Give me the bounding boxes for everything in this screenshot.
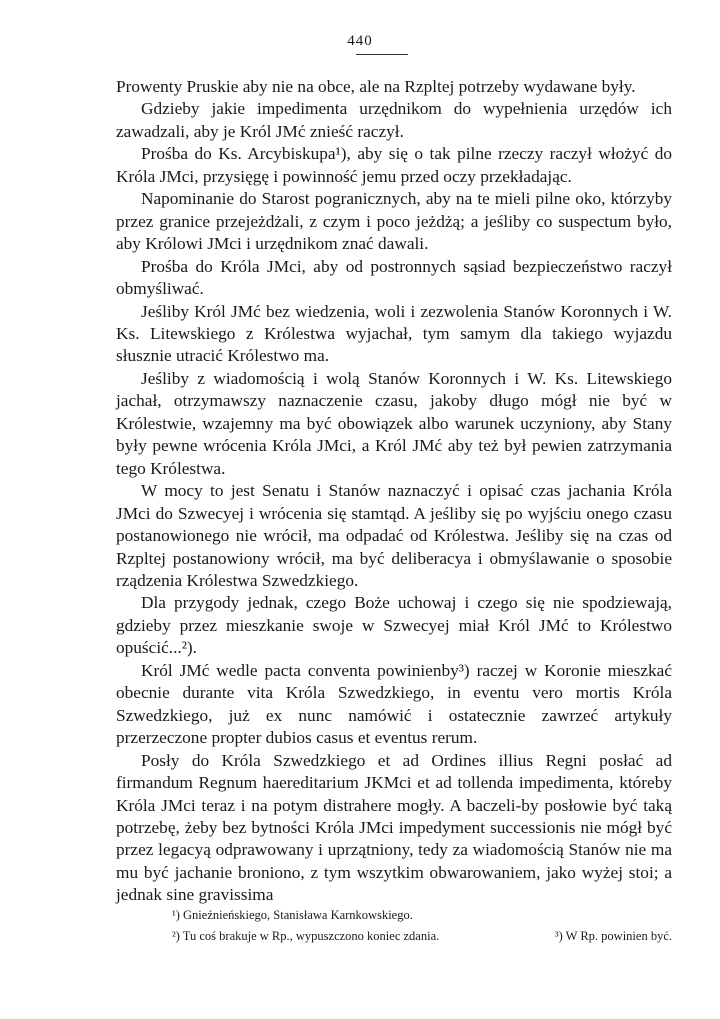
paragraph-2: Gdzieby jakie impedimenta urzędnikom do wypełnienia urzędów ich zawadzali, aby je Król JMć znieść raczył.	[116, 99, 672, 141]
page-number: 440	[347, 33, 373, 49]
footnote-row	[116, 926, 672, 947]
paragraph-7: Jeśliby z wiadomością i wolą Stanów Koronnych i W. Ks. Litewskiego jachał, otrzymawszy naznaczenie czasu, jakoby długo mógł nie być w Królestwie, wzajemny ma być obowiązek albo warunek uczyniony, aby Stany były pewne wrócenia Króla JMci, a Król JMć aby też był pewien zatrzymania tego Królestwa.	[116, 368, 672, 478]
body-text	[116, 76, 672, 907]
paragraph-8: W mocy to jest Senatu i Stanów naznaczyć i opisać czas jachania Króla JMci do Szwecyej i wrócenia się stamtąd. A jeśliby się po wyjściu onego czasu postanowionego nie wrócił, ma odpadać od Królestwa. Jeśliby się na czas od Rzpltej postanowiony wrócił, ma być deliberacya i obmyślawanie o sposobie rządzenia Królestwa Szwedzkiego.	[116, 481, 672, 590]
footnote-2: ²) Tu coś brakuje w Rp., wypuszczono koniec zdania.	[172, 929, 440, 943]
paragraph-11: Posły do Króla Szwedzkiego et ad Ordines illius Regni posłać ad firmandum Regnum haereditarium JKMci et ad tollenda impedimenta, któreby Króla JMci teraz i na potym distrahere mogły. A baczeli-by posłowie być taką potrzebę, żeby bez bytności Króla JMci impedyment successionis nie mógł być przez legacyą odprawowany i uprzątniony, tedy za wiadomością Stanów nie ma mu być jachanie broniono, z tym wszytkim obwarowaniem, jako wyżej stoi; a jednak sine gravissima	[116, 750, 672, 905]
footnote-1: ¹) Gnieźnieńskiego, Stanisława Karnkowskiego.	[172, 908, 413, 922]
footnote-3: ³) W Rp. powinien być.	[554, 929, 672, 943]
footnotes	[116, 905, 672, 947]
paragraph-5: Prośba do Króla JMci, aby od postronnych sąsiad bezpieczeństwo raczył obmyśliwać.	[116, 256, 672, 299]
paragraph-1: Prowenty Pruskie aby nie na obce, ale na Rzpltej potrzeby wydawane były.	[116, 77, 636, 96]
paragraph-3: Prośba do Ks. Arcybiskupa¹), aby się o tak pilne rzeczy raczył włożyć do Króla JMci, przysięgę i powinność jemu przed oczy przekładając.	[116, 144, 672, 186]
paragraph-6: Jeśliby Król JMć bez wiedzenia, woli i zezwolenia Stanów Koronnych i W. Ks. Litewskiego z Królestwa wyjachał, tym samym dla takiego wyjazdu słusznie utracić Królestwo ma.	[116, 301, 672, 366]
paragraph-9: Dla przygody jednak, czego Boże uchowaj i czego się nie spodziewają, gdzieby przez mieszkanie swoje w Szwecyej miał Król JMć to Królestwo opuścić...²).	[116, 593, 672, 658]
page-number-rule	[356, 54, 408, 55]
paragraph-4: Napominanie do Starost pogranicznych, aby na te mieli pilne oko, którzyby przez granice przejeżdżali, z czym i poco jeżdżą; a jeśliby co suspectum było, aby Królowi JMci i urzędnikom znać dawali.	[116, 189, 672, 254]
paragraph-10: Król JMć wedle pacta conventa powinienby³) raczej w Koronie mieszkać obecnie durante vita Króla Szwedzkiego, in eventu vero mortis Króla Szwedzkiego, już ex nunc namówić i ostatecznie zawrzeć artykuły przerzeczone propter dubios casus et eventus rerum.	[116, 660, 672, 748]
